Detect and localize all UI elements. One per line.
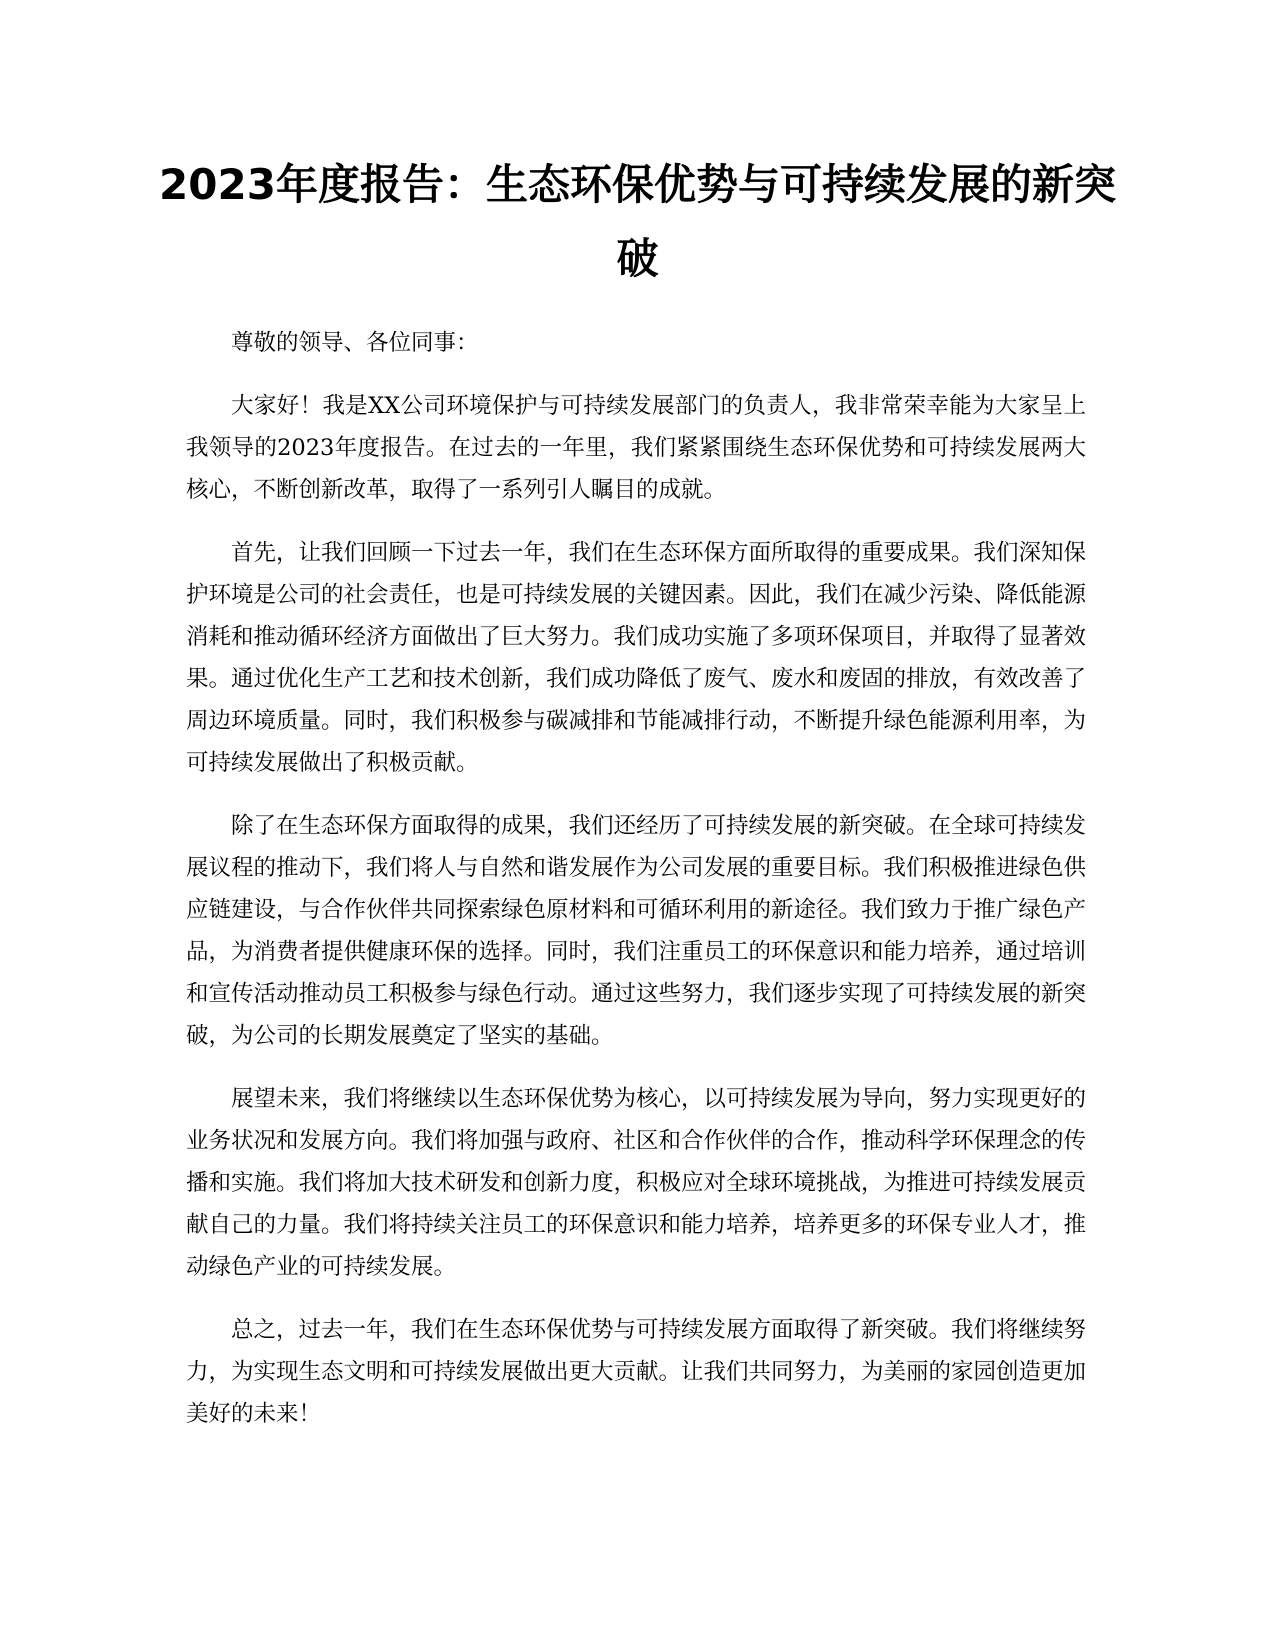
paragraph-2: 首先，让我们回顾一下过去一年，我们在生态环保方面所取得的重要成果。我们深知保护环境是公司的社会责任，也是可持续发展的关键因素。因此，我们在减少污染、降低能源消耗和推动循环经济方面做出了巨大努力。我们成功实施了多项环保项目，并取得了显著效果。通过优化生产工艺和技术创新，我们成功降低了废气、废水和废固的排放，有效改善了周边环境质量。同时，我们积极参与碳减排和节能减排行动，不断提升绿色能源利用率，为可持续发展做出了积极贡献。: [186, 540, 1087, 776]
document-title: 2023年度报告：生态环保优势与可持续发展的新突破: [159, 160, 1116, 283]
salutation: 尊敬的领导、各位同事：: [231, 330, 479, 356]
paragraph-5: 总之，过去一年，我们在生态环保优势与可持续发展方面取得了新突破。我们将继续努力，为实现生态文明和可持续发展做出更大贡献。让我们共同努力，为美丽的家园创造更加美好的未来！: [186, 1317, 1087, 1427]
paragraph-3: 除了在生态环保方面取得的成果，我们还经历了可持续发展的新突破。在全球可持续发展议程的推动下，我们将人与自然和谐发展作为公司发展的重要目标。我们积极推进绿色供应链建设，与合作伙伴共同探索绿色原材料和可循环利用的新途径。我们致力于推广绿色产品，为消费者提供健康环保的选择。同时，我们注重员工的环保意识和能力培养，通过培训和宣传活动推动员工积极参与绿色行动。通过这些努力，我们逐步实现了可持续发展的新突破，为公司的长期发展奠定了坚实的基础。: [186, 813, 1087, 1049]
paragraph-1: 大家好！我是XX公司环境保护与可持续发展部门的负责人，我非常荣幸能为大家呈上我领导的2023年度报告。在过去的一年里，我们紧紧围绕生态环保优势和可持续发展两大核心，不断创新改革，取得了一系列引人瞩目的成就。: [186, 393, 1086, 503]
document-body: [186, 322, 1086, 1456]
paragraph-4: 展望未来，我们将继续以生态环保优势为核心，以可持续发展为导向，努力实现更好的业务状况和发展方向。我们将加强与政府、社区和合作伙伴的合作，推动科学环保理念的传播和实施。我们将加大技术研发和创新力度，积极应对全球环境挑战，为推进可持续发展贡献自己的力量。我们将持续关注员工的环保意识和能力培养，培养更多的环保专业人才，推动绿色产业的可持续发展。: [186, 1086, 1087, 1280]
